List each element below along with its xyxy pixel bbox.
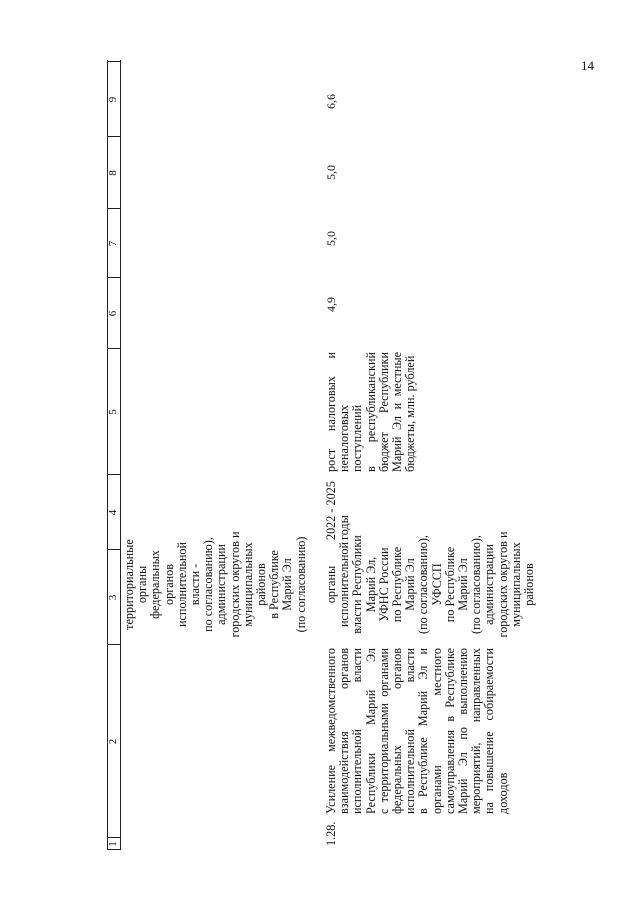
text-line: органов — [161, 564, 176, 605]
text-line: Марий Эл — [456, 558, 471, 611]
text-line: в республиканский — [363, 352, 378, 472]
text-line: территориальные — [122, 539, 136, 630]
header-col-6: 6 — [107, 310, 119, 317]
text-line: муниципальных — [240, 542, 255, 627]
text-line: в Республике Марий Эл и — [416, 648, 431, 814]
continuation-col3 — [123, 527, 308, 642]
page-number: 14 — [581, 58, 594, 73]
row-executors — [325, 527, 536, 642]
header-col-5: 5 — [107, 409, 119, 415]
text-line: на повышение собираемости — [482, 648, 497, 814]
row-period — [325, 472, 351, 540]
text-line: Марий Эл, — [363, 556, 378, 613]
rotated-table — [107, 60, 537, 850]
text-line: по согласованию), — [201, 537, 216, 632]
text-line: органы — [135, 565, 150, 604]
text-line: (по согласованию), — [469, 535, 484, 634]
text-line: исполнительной — [174, 541, 189, 628]
text-line: бюджет Республики — [376, 352, 391, 472]
text-line: УФНС России — [376, 547, 391, 622]
text-line: Марий Эл — [403, 558, 418, 611]
text-line: городских округов и — [227, 531, 242, 638]
text-line: УФССП — [429, 563, 444, 606]
text-line: исполнительной власти — [403, 648, 418, 814]
header-col-3: 3 — [107, 594, 119, 601]
text-line: власти Республики — [350, 535, 365, 634]
header-col-1: 1 — [107, 841, 119, 847]
header-col-2: 2 — [107, 738, 119, 745]
text-line: федеральных — [148, 550, 163, 619]
text-line: администрации — [482, 544, 497, 625]
text-line: органы — [324, 565, 338, 604]
header-col-4: 4 — [107, 509, 119, 516]
text-line: по Республике — [390, 546, 405, 623]
text-line: самоуправления в Республике — [442, 648, 457, 814]
text-line: годы — [337, 515, 352, 540]
text-line: Усиление межведомственного — [324, 648, 338, 814]
row-measure-text — [325, 648, 510, 814]
text-line: взаимодействия органов — [337, 648, 352, 814]
row-number: 1.28. — [324, 821, 338, 846]
text-line: Республики Марий Эл — [363, 648, 378, 814]
text-line: районов — [254, 563, 269, 606]
text-line: Марий Эл — [280, 558, 295, 611]
text-line: исполнительной — [337, 541, 352, 628]
header-col-8: 8 — [107, 170, 119, 176]
text-line: неналоговых — [337, 405, 352, 472]
text-line: мероприятий, направленных — [469, 648, 484, 814]
text-line: муниципальных — [508, 542, 523, 627]
text-line: Марий Эл и местные — [390, 352, 405, 472]
text-line: городских округов и — [495, 531, 510, 638]
header-bottom-border — [120, 60, 121, 850]
text-line: по Республике — [442, 546, 457, 623]
text-line: администрации — [214, 544, 229, 625]
row-indicator — [325, 352, 417, 472]
text-line: поступлений — [350, 404, 365, 472]
text-line: рост налоговых и — [324, 352, 338, 472]
row-value-col7: 5,0 — [324, 231, 338, 246]
text-line: в Республике — [267, 550, 282, 619]
text-line: доходов — [495, 772, 510, 814]
text-line: федеральных органов — [390, 648, 405, 814]
text-line: бюджеты, млн. рублей — [403, 355, 418, 472]
header-col-9: 9 — [107, 96, 119, 103]
row-value-col9: 6,6 — [324, 94, 338, 109]
text-line: Марий Эл по выполнению — [456, 648, 471, 814]
text-line: (по согласованию), — [416, 535, 431, 634]
row-value-col8: 5,0 — [324, 165, 338, 180]
text-line: органами местного — [429, 648, 444, 814]
header-col-7: 7 — [107, 240, 119, 247]
text-line: с территориальными органами — [376, 648, 391, 814]
text-line: исполнительной власти — [350, 648, 365, 814]
text-line: районов — [522, 563, 537, 606]
row-value-col6: 4,9 — [324, 297, 338, 312]
text-line: власти - — [188, 563, 203, 606]
text-line: 2022 - 2025 — [324, 481, 338, 540]
text-line: (по согласованию) — [293, 536, 308, 633]
